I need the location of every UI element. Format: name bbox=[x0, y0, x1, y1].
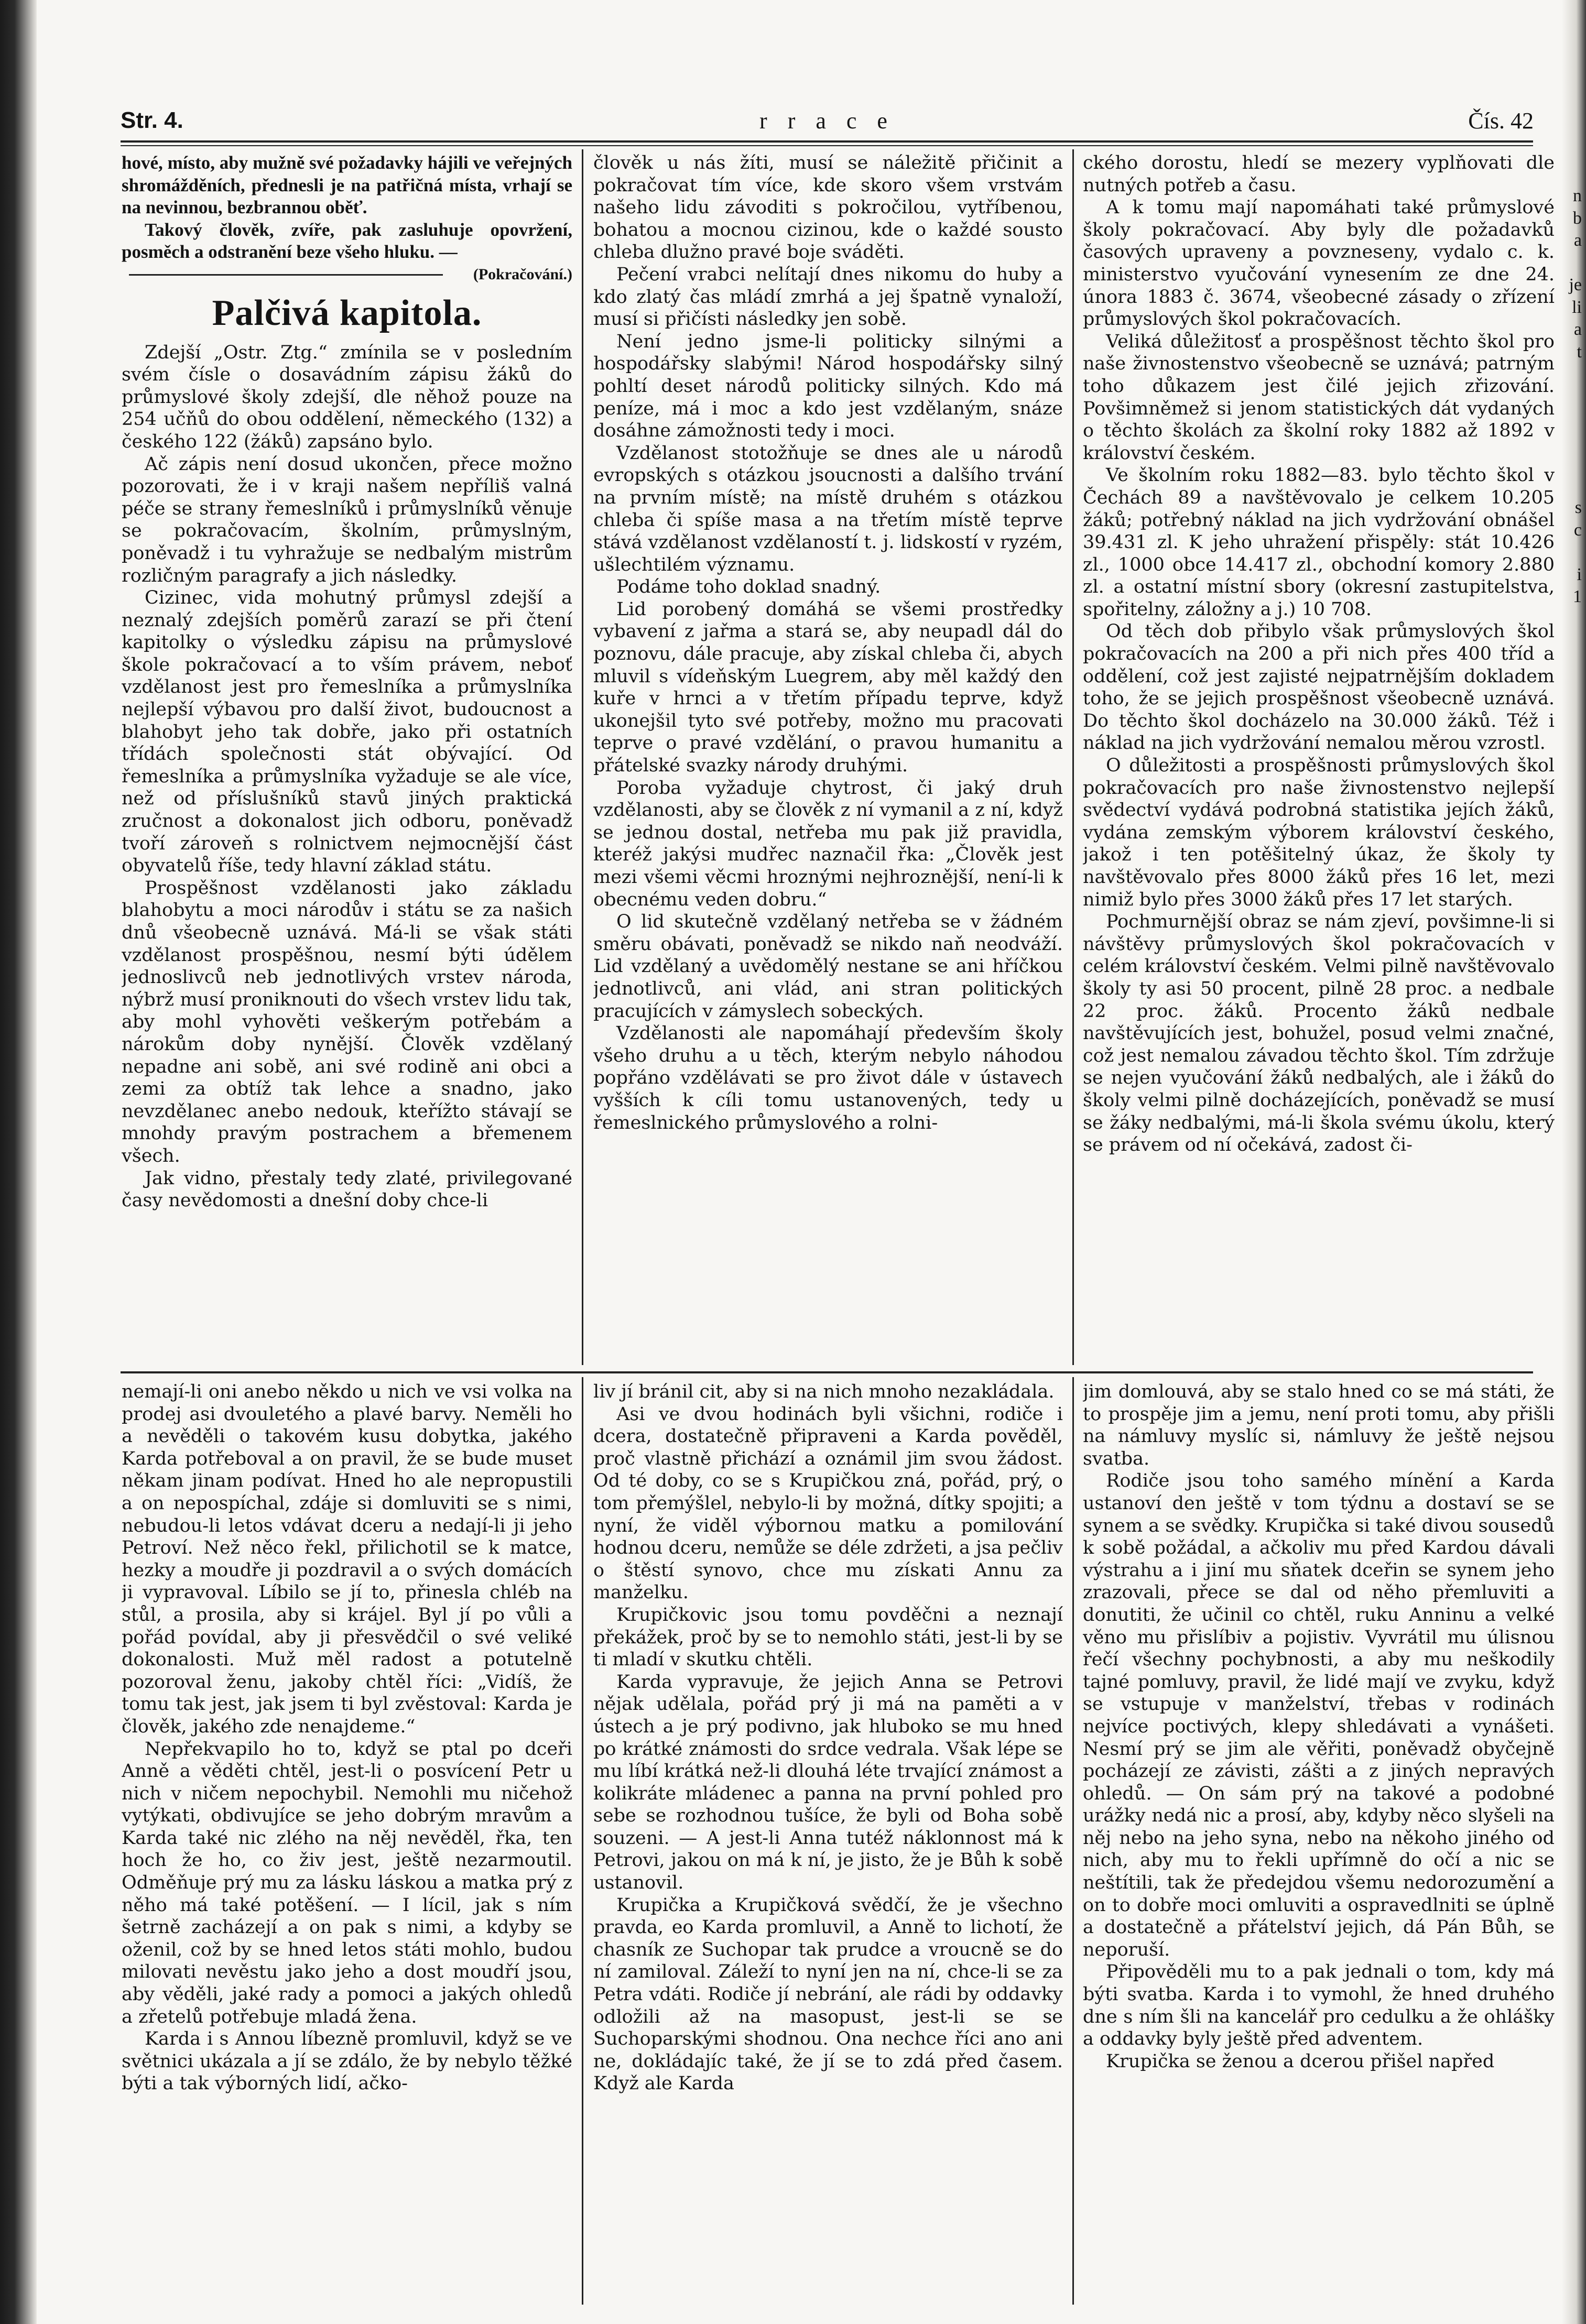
paragraph: Připověděli mu to a pak jednali o tom, kdy má býti svatba. Karda i to vymohl, že hned druhého dne s ním šli na kancelář pro cedulku a že ohlášky a oddavky byly ještě před adventem. bbox=[1083, 1961, 1555, 2050]
paragraph: člověk u nás žíti, musí se náležitě přičinit a pokračovat tím více, kde skoro všem vrstvám našeho lidu závoditi s pokročilou, vytříbenou, bohatou a mocnou cizinou, kde o každé sousto chleba dlužno pravé boje sváděti. bbox=[593, 152, 1063, 263]
paragraph: Ve školním roku 1882—83. bylo těchto škol v Čechách 89 a navštěvovalo je celkem 10.205 žáků; potřebný náklad na jich vydržování obnášel 39.431 zl. K jeho uhražení přispěly: stát 10.426 zl., 1000 obce 14.417 zl., obchodní komory 2.880 zl. a ostatní místní sbory (okresní zastupitelstva, spořitelny, záložny a j.) 10 708. bbox=[1083, 465, 1555, 620]
edge-letter: li bbox=[1572, 298, 1582, 317]
paragraph: Nepřekvapilo ho to, když se ptal po dceři Anně a věděti chtěl, jest-li o posvícení Petr u nich v ničem nepochybil. Nemohli mu ničehož vytýkati, obdivujíce se jeho dobrým mravům a Karda také nic zlého na něj nevěděl, řka, ten hoch že ho, co živ jest, ještě nezarmoutil. Odměňuje prý mu za lásku láskou a matka prý z něho má také potěšení. — I lícil, jak s ním šetrně zacházejí a on pak s nimi, a kdyby se oženil, což by se hned letos státi mohlo, budou milovati nevěstu jako jeho a dost moudří jsou, aby věděli, jaké rady a pomoci a jakých ohledů a zřetelů potřebuje mladá žena. bbox=[122, 1738, 572, 2027]
edge-letter: c bbox=[1573, 520, 1582, 540]
feuilleton-rule bbox=[121, 1371, 1533, 1373]
paragraph: Karda i s Annou líbezně promluvil, když se ve světnici ukázala a jí se zdálo, že by nebylo těžké býti a tak výborných lidí, ačko- bbox=[122, 2028, 572, 2094]
paragraph: Lid porobený domáhá se všemi prostředky vybavení z jařma a stará se, aby neupadl dál do poznovu, dále pracuje, aby získal chleba či, abych mluvil s vídeňským Luegrem, aby měl každý den kuře v hrnci a v třetím případu teprve, když ukonejšil tyto své potřeby, možno mu pracovati teprve o pravé vzdělání, o pravou humanitu a přátelské svazky národy druhými. bbox=[593, 598, 1063, 777]
paragraph: Rodiče jsou toho samého mínění a Karda ustanoví den ještě v tom týdnu a dostaví se se synem a se svědky. Krupička si také divou sousedů k sobě požádal, a ačkoliv mu před Kardou dávali výstrahu a i jiní mu sňatek dceřin se synem jeho zrazovali, přece se dal od něho přemluviti a donutiti, že učinil co chtěl, ruku Anninu a velké věno mu přislíbiv a pojistiv. Vyvrátil mu úlisnou řečí všechny pochybnosti, a aby mu neškodily tajné pomluvy, pravil, že lidé mají ve zvyku, když se vstupuje v manželství, třebas v rodinách nejvíce poctivých, klepy shledávati a vynášeti. Nesmí prý se jim ale věřiti, poněvadž obyčejně pocházejí ze závisti, zášti a z jiných nepravých ohledů. — On sám prý na takové a podobné urážky nedá nic a prosí, aby, kdyby něco slyšeli na něj nebo na jeho syna, nebo na někoho jiného od nich, aby mu to řekli upřímně do očí a nic se neštítili, tak že předejdou všemu nedorozumění a on to dobře moci omluviti a ospravedlniti se úplně a dostatečně a přátelství jejich, dá Pán Bůh, se neporuší. bbox=[1083, 1470, 1555, 1960]
edge-letter: n bbox=[1573, 186, 1582, 205]
paragraph: Krupičkovic jsou tomu povděčni a neznají překážek, proč by se to nemohlo státi, jest-li by se ti mladí v skutku chtěli. bbox=[593, 1604, 1063, 1671]
paragraph: liv jí bránil cit, aby si na nich mnoho nezakládala. bbox=[593, 1381, 1055, 1402]
paragraph: Poroba vyžaduje chytrost, či jaký druh vzdělanosti, aby se člověk z ní vymanil a z ní, když se jednou dostal, netřeba mu pak již pravidla, kteréž jakýsi mudřec naznačil řka: „Člověk jest mezi všemi věcmi hroznými nejhroznější, není-li k obecnému veden dobru.“ bbox=[593, 777, 1063, 910]
right-page-edge bbox=[1562, 0, 1586, 2324]
paragraph: Pochmurnější obraz se nám zjeví, povšimne-li si návštěvy průmyslových škol pokračovacích v celém království českém. Velmi pilně navštěvovalo školy ty asi 50 procent, pilně 28 proc. a nedbale 22 proc. žáků. Procento žáků nedbale navštěvujících jest, bohužel, posud velmi značné, což jest nemalou závadou těchto škol. Tím zdržuje se nejen vyučování žáků nedbalých, ale i žáků do školy velmi pilně docházejících, poněvadž se musí se žáky nedbalými, má-li škola svému úkolu, který se právem od ní očekává, zadost či- bbox=[1083, 911, 1555, 1156]
paragraph: Ač zápis není dosud ukončen, přece možno pozorovati, že i v kraji našem nepříliš valná péče se strany řemeslníků i průmyslníků věnuje se pokračovacím, školním, průmyslným, poněvadž i tu vyhražuje se nedbalým mistrům rozličným paragrafy a jich následky. bbox=[122, 453, 572, 586]
article-heading: Palčivá kapitola. bbox=[212, 292, 482, 333]
newspaper-title: r r a c e bbox=[759, 108, 895, 134]
continued-line bbox=[122, 264, 572, 286]
column-divider bbox=[1072, 1377, 1074, 2305]
rule-dash bbox=[129, 274, 443, 276]
paragraph: Cizinec, vida mohutný průmysl zdejší a neznalý zdejších poměrů zarazí se při čtení kapitolky o výsledku zápisu na průmyslové škole pokračovací a to vším právem, neboť vzdělanost jest pro řemeslníka a průmyslníka nejlepší výbavou pro další život, budoucnost a blahobyt jeho tak dobře, jako při ostatních třídách společnosti stát obývající. Od řemeslníka a průmyslníka vyžaduje se ale více, než od příslušníků stavů jiných praktická zručnost a dokonalost jich odboru, poněvadž tvoří zároveň s rolnictvem nejmocnější část obyvatelů říše, tedy hlavní základ státu. bbox=[122, 587, 572, 877]
paragraph: Krupička se ženou a dcerou přišel napřed bbox=[1106, 2050, 1495, 2072]
edge-letter: a bbox=[1573, 231, 1582, 250]
paragraph: hové, místo, aby mužně své požadavky hájili ve veřejných shromážděních, přednesli je na patřičná místa, vrhají se na nevinnou, bezbrannou oběť. bbox=[122, 152, 572, 218]
edge-letter: t bbox=[1577, 342, 1582, 362]
edge-letter: b bbox=[1573, 209, 1582, 228]
paragraph: Takový člověk, zvíře, pak zasluhuje opovržení, posměch a odstranění beze všeho hluku. — bbox=[122, 219, 572, 263]
article-column-3 bbox=[1083, 152, 1555, 1368]
article-column-2 bbox=[593, 152, 1063, 1368]
edge-letter: 1 bbox=[1573, 587, 1582, 606]
feuilleton-column-2 bbox=[593, 1381, 1063, 2308]
paragraph: Zdejší „Ostr. Ztg.“ zmínila se v posledním svém čísle o dosavádním zápisu žáků do průmyslové školy zdejší, dle něhož pouze na 254 učňů do obou oddělení, německého (132) a českého 122 (žáků) zapsáno bylo. bbox=[122, 342, 572, 452]
paragraph: Vzdělanosti ale napomáhají především školy všeho druhu a u těch, kterým nebylo náhodou popřáno vzdělávati se pro život dále v ústavech vyšších k cíli tomu ustanovených, tedy u řemeslnického průmyslového a rolni- bbox=[593, 1023, 1063, 1133]
paragraph: Od těch dob přibylo však průmyslových škol pokračovacích na 200 a při nich přes 400 tříd a oddělení, což jest zajisté nejpatrnějším dokladem toho, že se jejich prospěšnost všeobecně uznává. Do těchto škol docházelo na 30.000 žáků. Též i náklad na jich vydržování nemalou měrou vzrostl. bbox=[1083, 621, 1555, 754]
paragraph: Asi ve dvou hodinách byli všichni, rodiče i dcera, dostatečně připraveni a Karda pověděl, proč vlastně přichází a oznámil jim svou žádost. Od té doby, co se s Krupičkou zná, pořád, prý, o tom přemýšlel, nebylo-li by možná, dítky spojiti; a nyní, že viděl výbornou matku a pomilování hodnou dceru, nemůže se déle zdržeti, a jsa pečliv o štěstí synovo, chce mu získati Annu za manželku. bbox=[593, 1403, 1063, 1603]
paragraph: Krupička a Krupičková svědčí, že je všechno pravda, eo Karda promluvil, a Anně to lichotí, že chasník ze Suchopar tak prudce a vroucně se do ní zamiloval. Záleží to nyní jen na ní, chce-li se za Petra vdáti. Rodiče jí nebrání, ale rádi by oddavky odložili až na masopust, jest-li se se Suchoparskými shodnou. Ona nechce říci ano ani ne, dokládajíc také, že jí se to zdá před časem. Když ale Karda bbox=[593, 1894, 1063, 2094]
paragraph: ckého dorostu, hledí se mezery vyplňovati dle nutných potřeb a času. bbox=[1083, 152, 1555, 196]
paragraph: Jak vidno, přestaly tedy zlaté, privilegované časy nevědomosti a dnešní doby chce-li bbox=[122, 1168, 572, 1212]
paragraph: nemají-li oni anebo někdo u nich ve vsi volka na prodej asi dvouletého a plavé barvy. Neměli ho a nevěděli o takovém kusu dobytka, jakého Karda potřeboval a on pravil, že se bude muset někam jinam podívat. Hned ho ale nepropustili a on nepospíchal, zdáje si domluviti se s nimi, nebudou-li letos vdávat dceru a nedají-li ji jeho Petroví. Než něco řekl, přilichotil se k matce, hezky a moudře ji pozdravil a o svých domácích ji vypravoval. Líbilo se jí to, přinesla chléb na stůl, a prosila, aby si krájel. Byl jí po vůli a pořád povídal, aby ji přesvědčil o své veliké dokonalosti. Muž měl radost a potutelně pozoroval ženu, jakoby chtěl říci: „Vidíš, že tomu tak jest, jak jsem ti byl zvěstoval: Karda je člověk, jakého zde nenajdeme.“ bbox=[122, 1381, 572, 1737]
paragraph: jim domlouvá, aby se stalo hned co se má státi, že to prospěje jim a jemu, není proti tomu, aby přišli na námluvy myslíc si, námluvy že ještě nejsou svatba. bbox=[1083, 1381, 1555, 1469]
paragraph: Není jedno jsme-li politicky silnými a hospodářsky slabými! Národ hospodářsky silný pohltí deset národů politicky silných. Kdo má peníze, má i moc a kdo jest vzdělaným, snáze dosáhne zámožnosti tedy i moci. bbox=[593, 331, 1063, 442]
feuilleton-column-3 bbox=[1083, 1381, 1555, 2308]
column-divider bbox=[1072, 149, 1074, 1365]
paragraph: O lid skutečně vzdělaný netřeba se v žádném směru obávati, poněvadž se nikdo naň neodváží. Lid vzdělaný a uvědomělý nestane se ani hříčkou jednotlivců, ani vlád, ani stran politických pracujících v zámyslech sobeckých. bbox=[593, 911, 1063, 1022]
page-header bbox=[121, 107, 1534, 139]
edge-letter: je bbox=[1569, 275, 1582, 294]
page-number: Str. 4. bbox=[121, 107, 183, 133]
paragraph: A k tomu mají napomáhati také průmyslové školy pokračovací. Aby byly dle požadavků časových upraveny a povzneseny, vydalo c. k. ministerstvo vyučování vynesením ze dne 24. února 1883 č. 3674, všeobecné zásady o zřízení průmyslových škol pokračovacích. bbox=[1083, 197, 1555, 330]
header-rule bbox=[121, 140, 1533, 143]
paragraph: Podáme toho doklad snadný. bbox=[616, 576, 881, 598]
paragraph: Prospěšnost vzdělanosti jako základu blahobytu a moci národův i státu se za našich dnů všeobecně uznává. Má-li se však státi vzdělanost prospěšnou, nesmí býti údělem jednoslivců neb jednotlivých vrstev národa, nýbrž musí proniknouti do všech vrstev lidu tak, aby mohl vyhověti veškerým potřebám a nárokům doby nynější. Člověk vzdělaný nepadne ani sobě, ani své rodině ani obci a zemi za obtíž tak lehce a snadno, jako nevzdělanec anebo nedouk, kteřížto stávají se mnohdy pravým postrachem a břemenem všech. bbox=[122, 877, 572, 1166]
issue-number: Čís. 42 bbox=[1468, 108, 1534, 134]
paragraph: Karda vypravuje, že jejich Anna se Petrovi nějak udělala, pořád prý ji má na paměti a v ústech a je prý podivno, jak hluboko se mu hned po krátké známosti do srdce vedrala. Však lépe se mu líbí krátká než-li dlouhá léte trvající známost a kolikráte mládenec a panna na první pohled pro sebe se rozhodnou tušíce, že byli od Boha sobě souzeni. — A jest-li Anna tutéž náklonnost má k Petrovi, jakou on má k ní, je jisto, že je Bůh k sobě ustanovil. bbox=[593, 1671, 1063, 1894]
column-divider bbox=[582, 149, 583, 1365]
edge-letter: s bbox=[1574, 498, 1582, 517]
edge-letter: i bbox=[1577, 565, 1582, 584]
feuilleton-column-1 bbox=[122, 1381, 572, 2308]
edge-letter: a bbox=[1573, 320, 1582, 339]
paragraph: O důležitosti a prospěšnosti průmyslových škol pokračovacích pro naše živnostenstvo nejlepší svědectví vydává podrobná statistika jejích žáků, vydána zemským výborem království českého, jakož i ten potěšitelný úkaz, že školy ty navštěvovalo přes 8000 žáků přes 16 let, mezi nimiž bylo přes 3000 žáků přes 17 let starých. bbox=[1083, 755, 1555, 910]
header-rule-thin bbox=[121, 145, 1533, 146]
article-column-1 bbox=[122, 152, 572, 1368]
column-divider bbox=[582, 1377, 583, 2305]
continued-tag: (Pokračování.) bbox=[473, 265, 572, 283]
paragraph: Vzdělanost stotožňuje se dnes ale u národů evropských s otázkou jsoucnosti a dalšího trvání na prvním místě; na místě druhém s otázkou chleba či spíše masa a na třetím místě teprve stává vzdělanost vzdělaností t. j. lidskostí v ryzém, ušlechtilém významu. bbox=[593, 442, 1063, 575]
paragraph: Veliká důležitosť a prospěšnost těchto škol pro naše živnostenstvo všeobecně se uznává; patrným toho důkazem jest čilé jejich zřizování. Povšimněmež si jenom statistických dát vydaných o těchto školách za školní roky 1882 až 1892 v království českém. bbox=[1083, 331, 1555, 464]
paragraph: Pečení vrabci nelítají dnes nikomu do huby a kdo zlatý čas mládí zmrhá a jej špatně vynaloží, musí si přičísti následky jen sobě. bbox=[593, 264, 1063, 330]
